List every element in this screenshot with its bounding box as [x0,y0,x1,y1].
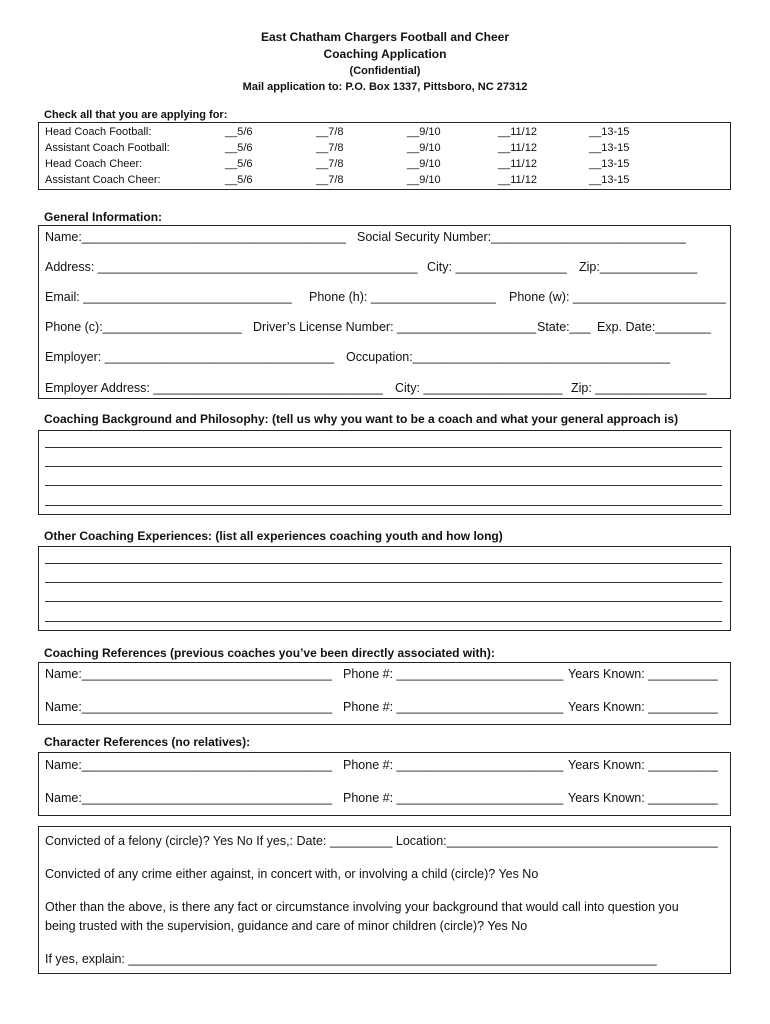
age-group-checkbox[interactable]: __7/8 [316,158,344,170]
coaching-refs-heading: Coaching References (previous coaches you’ve been directly associated with): [44,646,495,660]
coaching-ref-1-years[interactable]: Years Known: __________ [568,667,718,681]
character-ref-1-years[interactable]: Years Known: __________ [568,758,718,772]
age-group-checkbox[interactable]: __5/6 [225,142,253,154]
legal-questions-box [38,826,731,974]
applying-role-label: Assistant Coach Football: [45,142,170,154]
felony-question[interactable]: Convicted of a felony (circle)? Yes No If yes,: Date: _________ Location:_______________________________________ [45,834,718,848]
child-crime-question[interactable]: Convicted of any crime either against, in concert with, or involving a child (circle)? Yes No [45,867,539,881]
age-group-checkbox[interactable]: __5/6 [225,158,253,170]
drivers-license-field[interactable]: Driver’s License Number: ____________________ [253,320,537,334]
character-ref-2-years[interactable]: Years Known: __________ [568,791,718,805]
license-exp-date-field[interactable]: Exp. Date:________ [597,320,711,334]
age-group-checkbox[interactable]: __5/6 [225,174,253,186]
character-refs-heading: Character References (no relatives): [44,735,251,749]
age-group-checkbox[interactable]: __9/10 [407,142,441,154]
zip-field[interactable]: Zip:______________ [579,260,698,274]
home-phone-field[interactable]: Phone (h): __________________ [309,290,496,304]
coaching-ref-2-phone[interactable]: Phone #: ________________________ [343,700,564,714]
form-title: East Chatham Chargers Football and Cheer [260,30,510,44]
employer-address-field[interactable]: Employer Address: _________________________________ [45,381,383,395]
age-group-checkbox[interactable]: __11/12 [498,126,537,138]
character-ref-2-name[interactable]: Name:____________________________________ [45,791,333,805]
email-field[interactable]: Email: ______________________________ [45,290,292,304]
character-ref-2-phone[interactable]: Phone #: ________________________ [343,791,564,805]
coaching-refs-box [38,662,731,725]
ssn-field[interactable]: Social Security Number:____________________________ [357,230,686,244]
answer-line [45,621,722,622]
answer-line [45,601,722,602]
address-field[interactable]: Address: ______________________________________________ [45,260,418,274]
applying-role-label: Assistant Coach Cheer: [45,174,161,186]
name-field[interactable]: Name:______________________________________ [45,230,346,244]
age-group-checkbox[interactable]: __7/8 [316,142,344,154]
general-info-box [38,225,731,399]
city-field[interactable]: City: ________________ [427,260,567,274]
age-group-checkbox[interactable]: __11/12 [498,158,537,170]
background-heading: Coaching Background and Philosophy: (tell us why you want to be a coach and what your general approach is) [44,412,679,426]
other-circumstance-question-line2[interactable]: being trusted with the supervision, guidance and care of minor children (circle)? Yes No [45,919,528,933]
employer-field[interactable]: Employer: _________________________________ [45,350,335,364]
applying-box [38,122,731,190]
answer-line [45,563,722,564]
experience-heading: Other Coaching Experiences: (list all experiences coaching youth and how long) [44,529,503,543]
explain-field[interactable]: If yes, explain: ____________________________________________________________________________ [45,952,657,966]
age-group-checkbox[interactable]: __7/8 [316,174,344,186]
answer-line [45,447,722,448]
age-group-checkbox[interactable]: __9/10 [407,126,441,138]
employer-city-field[interactable]: City: ____________________ [395,381,563,395]
form-subtitle: Coaching Application [323,47,447,61]
background-answer-box[interactable] [38,430,731,515]
confidential-label: (Confidential) [349,65,421,77]
age-group-checkbox[interactable]: __13-15 [589,174,630,186]
age-group-checkbox[interactable]: __11/12 [498,174,537,186]
age-group-checkbox[interactable]: __9/10 [407,174,441,186]
applying-role-label: Head Coach Cheer: [45,158,143,170]
age-group-checkbox[interactable]: __13-15 [589,126,630,138]
mailing-address: Mail application to: P.O. Box 1337, Pittsboro, NC 27312 [242,81,528,93]
applying-role-label: Head Coach Football: [45,126,152,138]
age-group-checkbox[interactable]: __13-15 [589,142,630,154]
character-refs-box [38,752,731,816]
answer-line [45,505,722,506]
character-ref-1-phone[interactable]: Phone #: ________________________ [343,758,564,772]
answer-line [45,582,722,583]
applying-heading: Check all that you are applying for: [44,109,228,121]
character-ref-1-name[interactable]: Name:____________________________________ [45,758,333,772]
age-group-checkbox[interactable]: __5/6 [225,126,253,138]
age-group-checkbox[interactable]: __11/12 [498,142,537,154]
coaching-ref-2-name[interactable]: Name:____________________________________ [45,700,333,714]
license-state-field[interactable]: State:___ [537,320,591,334]
work-phone-field[interactable]: Phone (w): ______________________ [509,290,726,304]
coaching-ref-1-phone[interactable]: Phone #: ________________________ [343,667,564,681]
age-group-checkbox[interactable]: __13-15 [589,158,630,170]
answer-line [45,466,722,467]
other-circumstance-question-line1: Other than the above, is there any fact or circumstance involving your background that would call into question you [45,900,679,914]
answer-line [45,485,722,486]
coaching-ref-1-name[interactable]: Name:____________________________________ [45,667,333,681]
general-info-heading: General Information: [44,210,163,224]
age-group-checkbox[interactable]: __7/8 [316,126,344,138]
coaching-ref-2-years[interactable]: Years Known: __________ [568,700,718,714]
age-group-checkbox[interactable]: __9/10 [407,158,441,170]
experience-answer-box[interactable] [38,546,731,631]
occupation-field[interactable]: Occupation:_____________________________________ [346,350,670,364]
employer-zip-field[interactable]: Zip: ________________ [571,381,707,395]
cell-phone-field[interactable]: Phone (c):____________________ [45,320,242,334]
